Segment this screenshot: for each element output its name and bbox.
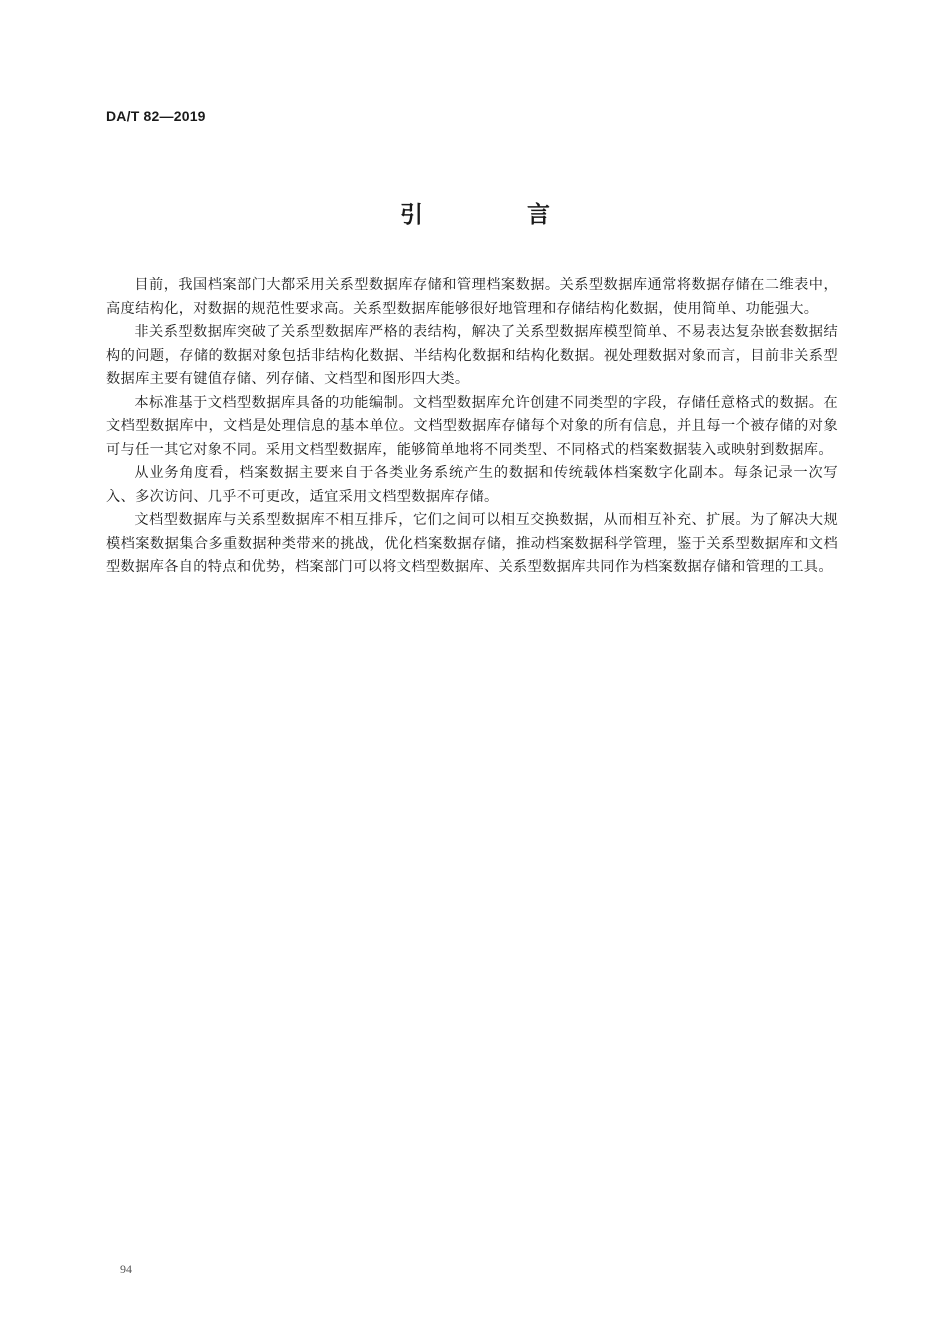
paragraph: 文档型数据库与关系型数据库不相互排斥，它们之间可以相互交换数据，从而相互补充、扩展。为了解决大规模档案数据集合多重数据种类带来的挑战，优化档案数据存储，推动档案数据科学管理，鉴于关系型数据库和文档型数据库各自的特点和优势，档案部门可以将文档型数据库、关系型数据库共同作为档案数据存储和管理的工具。 [106,512,838,575]
body-text [106,274,838,580]
page-title: 引 言 [399,202,598,228]
paragraph: 非关系型数据库突破了关系型数据库严格的表结构，解决了关系型数据库模型简单、不易表达复杂嵌套数据结构的问题，存储的数据对象包括非结构化数据、半结构化数据和结构化数据。视处理数据对象而言，目前非关系型数据库主要有键值存储、列存储、文档型和图形四大类。 [106,324,838,387]
paragraph: 本标准基于文档型数据库具备的功能编制。文档型数据库允许创建不同类型的字段，存储任意格式的数据。在文档型数据库中，文档是处理信息的基本单位。文档型数据库存储每个对象的所有信息，并且每一个被存储的对象可与任一其它对象不同。采用文档型数据库，能够简单地将不同类型、不同格式的档案数据装入或映射到数据库。 [106,394,838,458]
paragraph: 目前，我国档案部门大都采用关系型数据库存储和管理档案数据。关系型数据库通常将数据存储在二维表中，高度结构化，对数据的规范性要求高。关系型数据库能够很好地管理和存储结构化数据，使用简单、功能强大。 [106,277,838,317]
paragraph: 从业务角度看，档案数据主要来自于各类业务系统产生的数据和传统载体档案数字化副本。每条记录一次写入、多次访问、几乎不可更改，适宜采用文档型数据库存储。 [106,465,838,505]
standard-code: DA/T 82—2019 [106,108,206,124]
page-number: 94 [120,1262,132,1276]
